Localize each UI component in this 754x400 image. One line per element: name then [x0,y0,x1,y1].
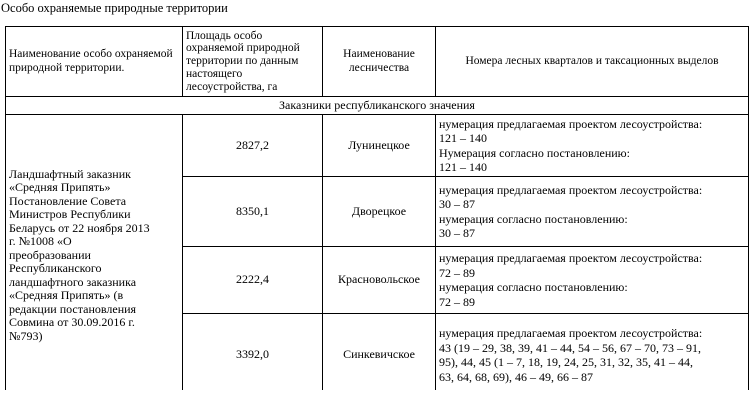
quarters-line: 63, 64, 68, 69), 46 – 49, 66 – 87 [439,369,593,384]
quarters-line: нумерация предлагаемая проектом лесоустройства: [439,251,703,265]
forestry-name: Красновольское [323,247,436,314]
header-quarters: Номера лесных кварталов и таксационных выделов [436,27,749,97]
forestry-name: Дворецкое [323,177,436,247]
quarters-line: 43 (19 – 29, 38, 39, 41 – 44, 54 – 56, 67 – 70, 73 – 91, [439,340,701,355]
section-row [6,97,749,115]
area-value: 8350,1 [183,177,323,247]
quarters-line: нумерация согласно постановлению: [439,211,628,226]
quarters-line: 30 – 87 [439,226,475,240]
reserve-description [6,115,183,397]
quarters-line: 121 – 140 [439,160,487,174]
reserve-line: Совмина от 30.09.2016 г. [9,315,135,330]
reserve-line: Постановление Совета [9,193,127,208]
reserve-line: Министров Республики [9,207,131,222]
page-title: Особо охраняемые природные территории [1,1,228,15]
reserve-line: преобразовании [9,247,91,262]
protected-areas-table [5,26,749,397]
quarters-cell [436,177,749,247]
reserve-line: «Средняя Припять» [9,180,111,195]
quarters-line: нумерация предлагаемая проектом лесоустройства: [439,116,703,131]
table-header-row [6,27,749,97]
reserve-line: Ландшафтный заказник [9,166,131,181]
quarters-line: нумерация согласно постановлению: [439,280,628,294]
forestry-name: Лунинецкое [323,115,436,177]
header-forestry: Наименование лесничества [323,27,436,97]
reserve-line: №793) [9,328,43,343]
area-value: 2827,2 [183,115,323,177]
quarters-cell [436,247,749,314]
quarters-line: 30 – 87 [439,197,475,211]
quarters-cell [436,115,749,177]
section-title: Заказники республиканского значения [6,97,749,115]
quarters-line: 121 – 140 [439,131,487,145]
reserve-line: ландшафтного заказника [9,274,137,289]
area-value: 3392,0 [183,314,323,397]
reserve-line: Беларусь от 22 ноября 2013 [9,220,150,235]
reserve-line: редакции постановления [9,301,137,316]
reserve-line: Республиканского [9,261,102,276]
forestry-name: Синкевичское [323,314,436,397]
quarters-line: нумерация предлагаемая проектом лесоустройства: [439,326,703,340]
reserve-line: г. №1008 «О [9,234,72,249]
area-value: 2222,4 [183,247,323,314]
quarters-line: нумерация предлагаемая проектом лесоустройства: [439,182,703,197]
header-area: Площадь особо охраняемой природной территории по данным настоящего лесоустройства, га [183,27,323,97]
quarters-cell [436,314,749,397]
quarters-line: 95), 44, 45 (1 – 7, 18, 19, 24, 25, 31, 32, 35, 41 – 44, [439,355,693,369]
header-territory-name: Наименование особо охраняемой природной территории. [6,27,183,97]
page-bottom-edge [0,390,754,400]
quarters-line: Нумерация согласно постановлению: [439,145,630,160]
table-row [6,115,749,177]
quarters-line: 72 – 89 [439,265,475,280]
quarters-line: 72 – 89 [439,294,475,309]
reserve-line: «Средняя Припять» (в [9,288,124,303]
